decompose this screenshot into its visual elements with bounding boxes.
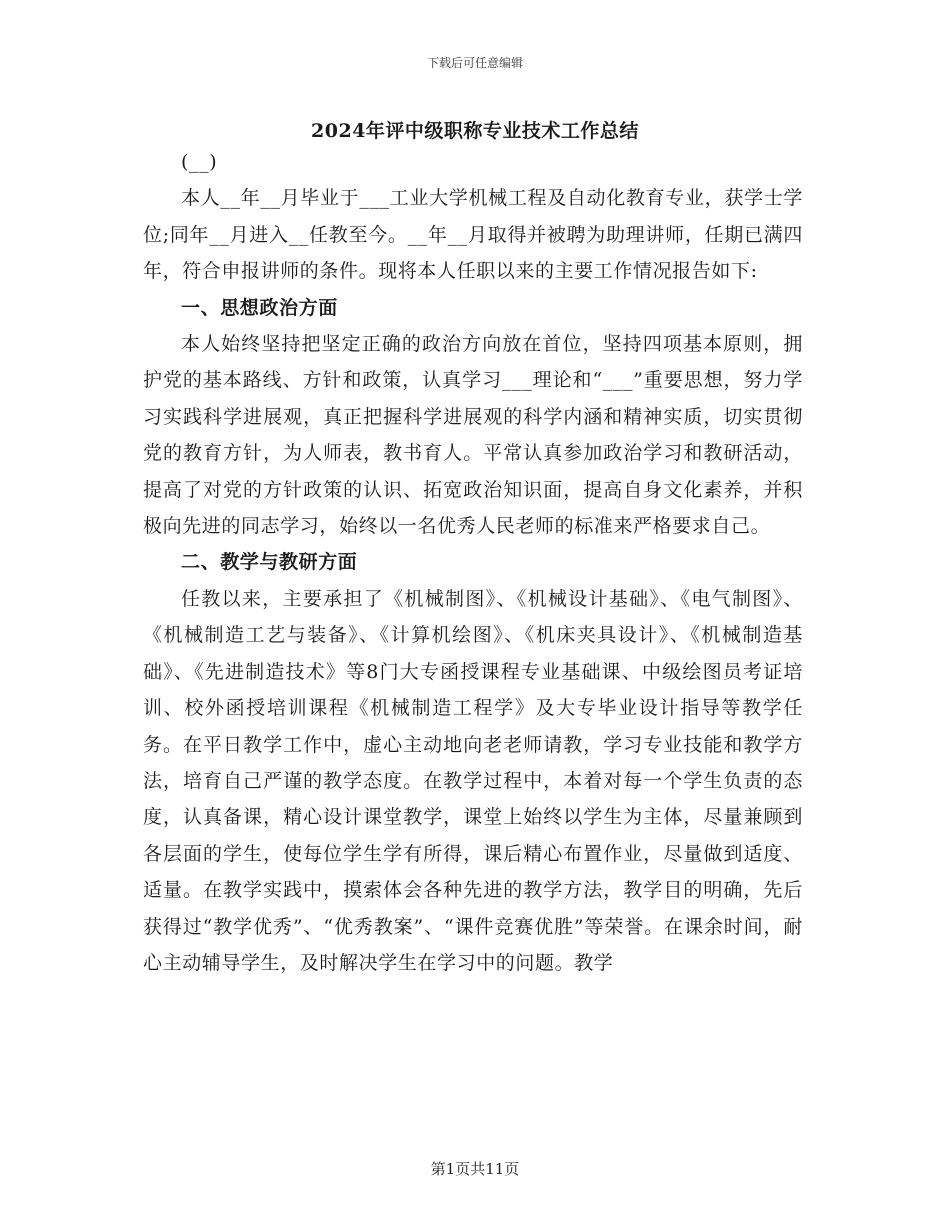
- paragraph-blank: (__): [181, 151, 218, 173]
- header-note: 下载后可任意编辑: [426, 56, 523, 70]
- paragraph-teaching: 任教以来，主要承担了《机械制图》、《机械设计基础》、《电气制图》、《机械制造工艺与装备》、《计算机绘图》、《机床夹具设计》、《机械制造基础》、《先进制造技术》等8门大专函授课程专业基础课、中级绘图员考证培训、校外函授培训课程《机械制造工程学》及大专毕业设计指导等教学任务。在平日教学工作中，虚心主动地向老老师请教，学习专业技能和教学方法，培育自己严谨的教学态度。在教学过程中，本着对每一个学生负责的态度，认真备课，精心设计课堂教学，课堂上始终以学生为主体，尽量兼顾到各层面的学生，使每位学生学有所得，课后精心布置作业，尽量做到适度、适量。在教学实践中，摸索体会各种先进的教学方法，教学目的明确，先后获得过“教学优秀”、“优秀教案”、“课件竞赛优胜”等荣誉。在课余时间，耐心主动辅导学生，及时解决学生在学习中的问题。教学: [143, 587, 803, 974]
- document-body: [143, 144, 803, 981]
- paragraph-intro: 本人__年__月毕业于___工业大学机械工程及自动化教育专业，获学士学位;同年__月进入__任教至今。__年__月取得并被聘为助理讲师，任期已满四年，符合申报讲师的条件。现将本人任职以来的主要工作情况报告如下:: [143, 187, 803, 283]
- page-footer: 第1页共11页: [430, 1160, 520, 1178]
- paragraph-politics: 本人始终坚持把坚定正确的政治方向放在首位，坚持四项基本原则，拥护党的基本路线、方针和政策，认真学习___理论和“___”重要思想，努力学习实践科学进展观，真正把握科学进展观的科学内涵和精神实质，切实贯彻党的教育方针，为人师表，教书育人。平常认真参加政治学习和教研活动，提高了对党的方针政策的认识、拓宽政治知识面，提高自身文化素养，并积极向先进的同志学习，始终以一名优秀人民老师的标准来严格要求自己。: [143, 333, 803, 538]
- document-title: 2024年评中级职称专业技术工作总结: [311, 120, 639, 142]
- section-heading-teaching: 二、教学与教研方面: [181, 551, 358, 574]
- section-heading-politics: 一、思想政治方面: [181, 296, 338, 319]
